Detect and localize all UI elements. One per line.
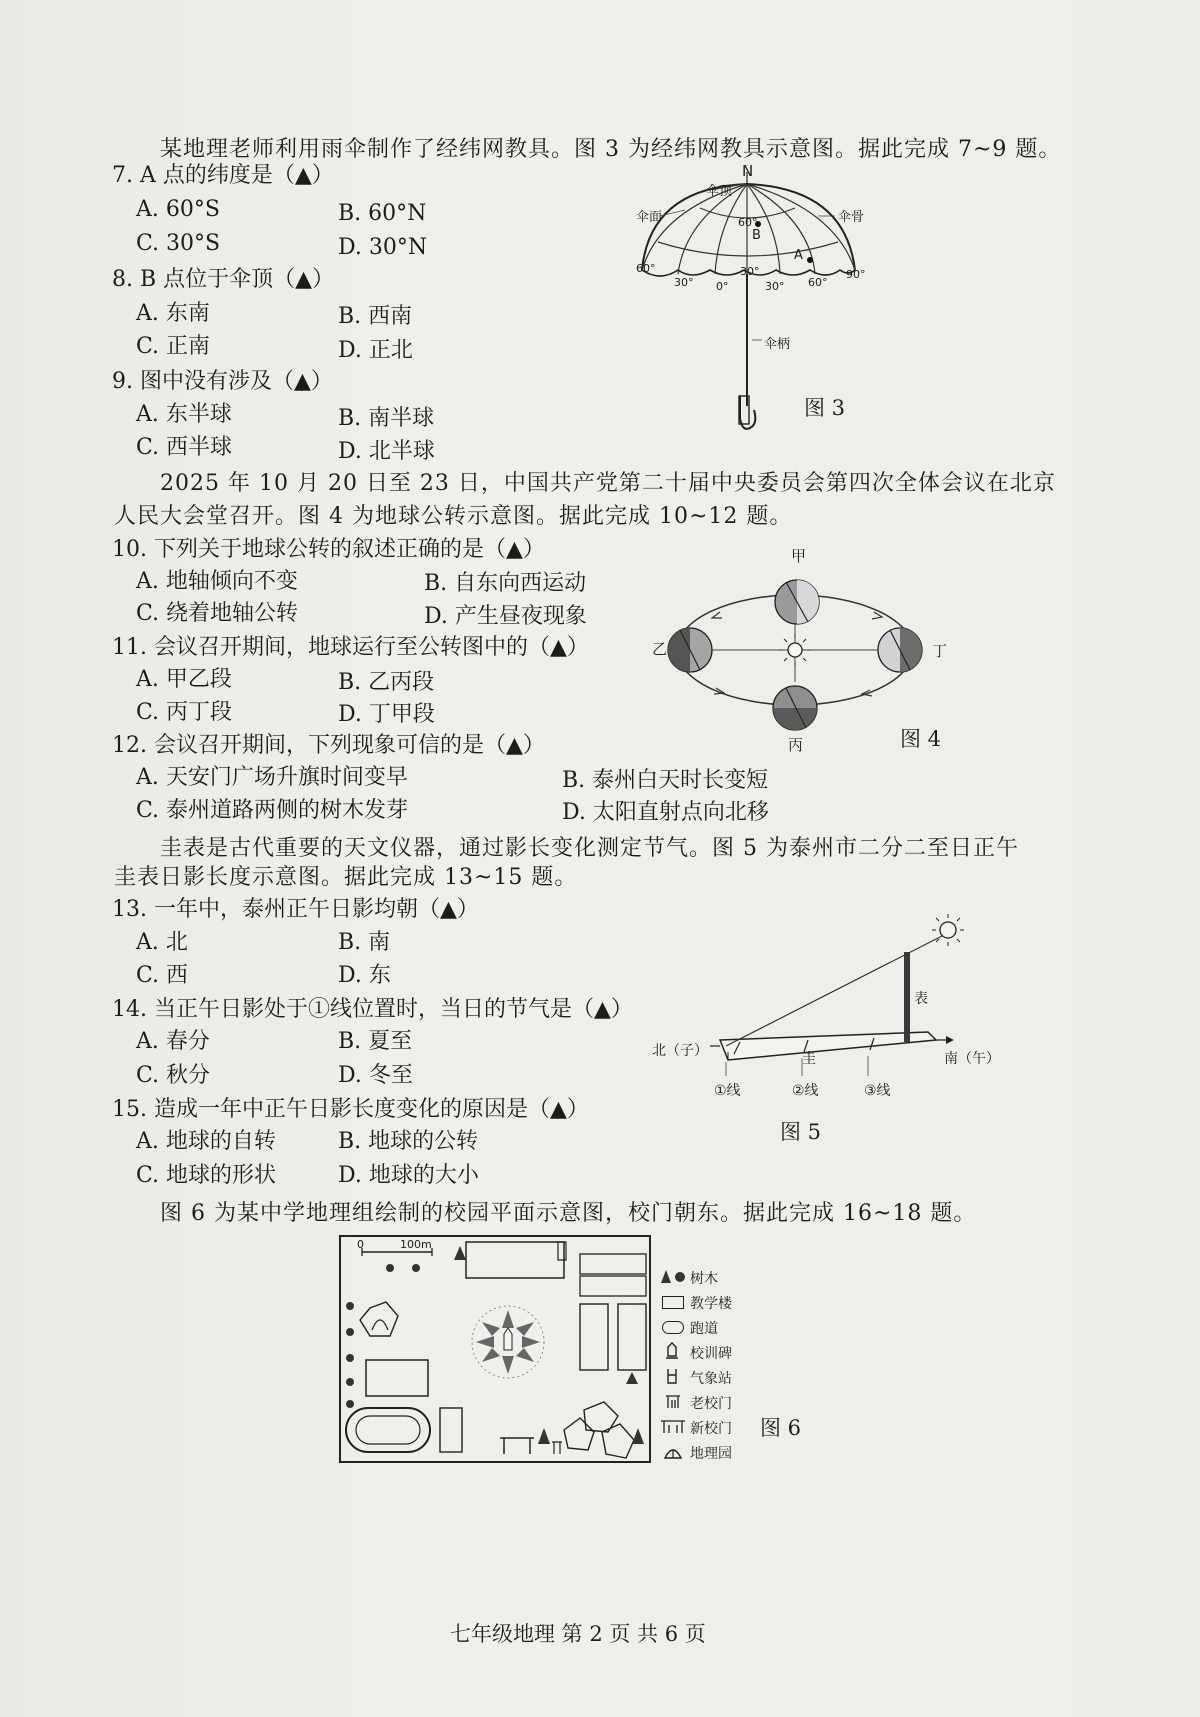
figure-4-orbit <box>660 560 960 750</box>
q7-option-d[interactable]: D. 30°N <box>338 235 428 260</box>
weather-station-icon <box>664 1367 680 1385</box>
q13-option-d[interactable]: D. 东 <box>338 963 391 988</box>
q15-option-a[interactable]: A. 地球的自转 <box>136 1129 276 1154</box>
q9-option-b[interactable]: B. 南半球 <box>338 406 435 431</box>
earth-yi <box>668 628 712 672</box>
fig3-lon-30e: 30° <box>765 280 785 293</box>
fig3-lon-60e: 60° <box>808 276 828 289</box>
fig5-label-biao: 表 <box>914 991 928 1007</box>
q12-option-b[interactable]: B. 泰州白天时长变短 <box>562 768 769 793</box>
q10-option-b[interactable]: B. 自东向西运动 <box>424 571 587 596</box>
earth-ding <box>878 628 922 672</box>
intro-q13-15-line1: 圭表是古代重要的天文仪器，通过影长变化测定节气。图 5 为泰州市二分二至日正午 <box>160 836 1019 861</box>
q14-option-a[interactable]: A. 春分 <box>136 1029 210 1054</box>
legend-track: 跑道 <box>690 1321 718 1337</box>
fig3-lon-90e: 90° <box>846 268 866 281</box>
fig6-caption: 图 6 <box>760 1416 802 1440</box>
legend-geo-garden: 地理园 <box>690 1446 732 1462</box>
legend-old-gate: 老校门 <box>690 1396 732 1412</box>
fig5-line-1: ①线 <box>714 1083 741 1099</box>
fig6-scale-0: 0 <box>357 1238 364 1251</box>
q13-option-a[interactable]: A. 北 <box>136 930 188 955</box>
fig3-label-n: N <box>742 162 754 180</box>
q13-stem: 13. 一年中，泰州正午日影均朝（▲） <box>112 897 479 922</box>
intro-q7-9: 某地理老师利用雨伞制作了经纬网教具。图 3 为经纬网教具示意图。据此完成 7~9 题。 <box>160 137 1062 162</box>
q15-option-c[interactable]: C. 地球的形状 <box>136 1163 277 1188</box>
fig3-eq-30: 30° <box>740 265 760 278</box>
q14-option-d[interactable]: D. 冬至 <box>338 1063 413 1088</box>
q15-option-b[interactable]: B. 地球的公转 <box>338 1129 479 1154</box>
fig3-lon-30w: 30° <box>674 276 694 289</box>
q8-stem: 8. B 点位于伞顶（▲） <box>112 267 335 292</box>
legend-building: 教学楼 <box>690 1296 732 1312</box>
figure-6-campus-map <box>336 1232 656 1472</box>
fig3-label-top: 伞顶 <box>706 184 733 199</box>
q8-option-d[interactable]: D. 正北 <box>338 338 413 363</box>
q11-option-a[interactable]: A. 甲乙段 <box>136 667 232 692</box>
q11-option-b[interactable]: B. 乙丙段 <box>338 670 435 695</box>
fig6-scale-100m: 100m <box>400 1238 432 1251</box>
q11-stem: 11. 会议召开期间，地球运行至公转图中的（▲） <box>112 635 589 660</box>
q12-stem: 12. 会议召开期间，下列现象可信的是（▲） <box>112 733 545 758</box>
q7-option-c[interactable]: C. 30°S <box>136 231 221 256</box>
page-footer: 七年级地理 第 2 页 共 6 页 <box>450 1622 706 1646</box>
fig4-label-jia: 甲 <box>791 547 807 565</box>
q14-stem: 14. 当正午日影处于①线位置时，当日的节气是（▲） <box>112 997 633 1022</box>
q15-stem: 15. 造成一年中正午日影长度变化的原因是（▲） <box>112 1097 589 1122</box>
fig3-label-a: A <box>794 248 803 263</box>
figure-3-umbrella <box>630 170 870 470</box>
q7-stem: 7. A 点的纬度是（▲） <box>112 163 334 188</box>
q8-option-a[interactable]: A. 东南 <box>136 301 210 326</box>
earth-jia <box>775 580 819 624</box>
fig4-caption: 图 4 <box>900 727 942 751</box>
fig3-label-lat60: 60° <box>738 216 758 229</box>
fig3-caption: 图 3 <box>804 396 846 420</box>
tree-icon <box>660 1268 688 1286</box>
fig3-label-rib: 伞骨 <box>838 210 865 225</box>
geo-garden-icon <box>662 1442 684 1460</box>
q11-option-d[interactable]: D. 丁甲段 <box>338 702 435 727</box>
fig3-label-b: B <box>752 228 761 243</box>
intro-q13-15-line2: 圭表日影长度示意图。据此完成 13~15 题。 <box>114 865 578 890</box>
intro-q10-12-line1: 2025 年 10 月 20 日至 23 日，中国共产党第二十届中央委员会第四次全体会议在北京 <box>160 471 1056 496</box>
q9-option-c[interactable]: C. 西半球 <box>136 435 233 460</box>
building-icon <box>662 1296 684 1309</box>
q12-option-c[interactable]: C. 泰州道路两侧的树木发芽 <box>136 798 409 823</box>
q13-option-c[interactable]: C. 西 <box>136 963 189 988</box>
fig4-label-ding: 丁 <box>932 642 948 660</box>
q10-option-c[interactable]: C. 绕着地轴公转 <box>136 601 299 626</box>
q7-option-b[interactable]: B. 60°N <box>338 201 427 226</box>
fig4-label-yi: 乙 <box>652 640 668 658</box>
q9-option-d[interactable]: D. 北半球 <box>338 439 435 464</box>
q9-option-a[interactable]: A. 东半球 <box>136 402 232 427</box>
q10-option-a[interactable]: A. 地轴倾向不变 <box>136 569 298 594</box>
q10-stem: 10. 下列关于地球公转的叙述正确的是（▲） <box>112 537 545 562</box>
earth-bing <box>773 686 817 730</box>
fig5-label-south: 南（午） <box>944 1051 1000 1067</box>
q10-option-d[interactable]: D. 产生昼夜现象 <box>424 604 587 629</box>
legend-new-gate: 新校门 <box>690 1421 732 1437</box>
track-icon <box>662 1321 684 1334</box>
q8-option-b[interactable]: B. 西南 <box>338 304 413 329</box>
figure-5-gnomon <box>680 900 1000 1100</box>
q12-option-a[interactable]: A. 天安门广场升旗时间变早 <box>136 765 408 790</box>
intro-q16-18: 图 6 为某中学地理组绘制的校园平面示意图，校门朝东。据此完成 16~18 题。 <box>160 1201 977 1226</box>
fig3-label-handle: 伞柄 <box>764 337 791 352</box>
q12-option-d[interactable]: D. 太阳直射点向北移 <box>562 800 769 825</box>
q9-stem: 9. 图中没有涉及（▲） <box>112 369 333 394</box>
fig5-label-north: 北（子） <box>652 1043 708 1059</box>
fig5-line-3: ③线 <box>864 1083 891 1099</box>
fig4-label-bing: 丙 <box>788 736 804 754</box>
fig5-label-gui: 圭 <box>802 1051 816 1067</box>
legend-weather: 气象站 <box>690 1371 732 1387</box>
fig3-label-face: 伞面 <box>636 210 663 225</box>
legend-motto: 校训碑 <box>690 1346 732 1362</box>
q8-option-c[interactable]: C. 正南 <box>136 334 211 359</box>
fig5-line-2: ②线 <box>792 1083 819 1099</box>
legend-tree: 树木 <box>690 1271 718 1287</box>
q7-option-a[interactable]: A. 60°S <box>136 197 220 222</box>
fig3-lon-60w: 60° <box>636 262 656 275</box>
q11-option-c[interactable]: C. 丙丁段 <box>136 700 233 725</box>
q13-option-b[interactable]: B. 南 <box>338 930 391 955</box>
fig5-caption: 图 5 <box>780 1120 822 1144</box>
q15-option-d[interactable]: D. 地球的大小 <box>338 1163 479 1188</box>
intro-q10-12-line2: 人民大会堂召开。图 4 为地球公转示意图。据此完成 10~12 题。 <box>114 504 793 529</box>
motto-stone-icon <box>664 1342 680 1360</box>
old-gate-icon <box>664 1392 682 1410</box>
fig3-lon-0: 0° <box>716 280 729 293</box>
q14-option-b[interactable]: B. 夏至 <box>338 1029 413 1054</box>
new-gate-icon <box>660 1417 686 1435</box>
q14-option-c[interactable]: C. 秋分 <box>136 1063 211 1088</box>
